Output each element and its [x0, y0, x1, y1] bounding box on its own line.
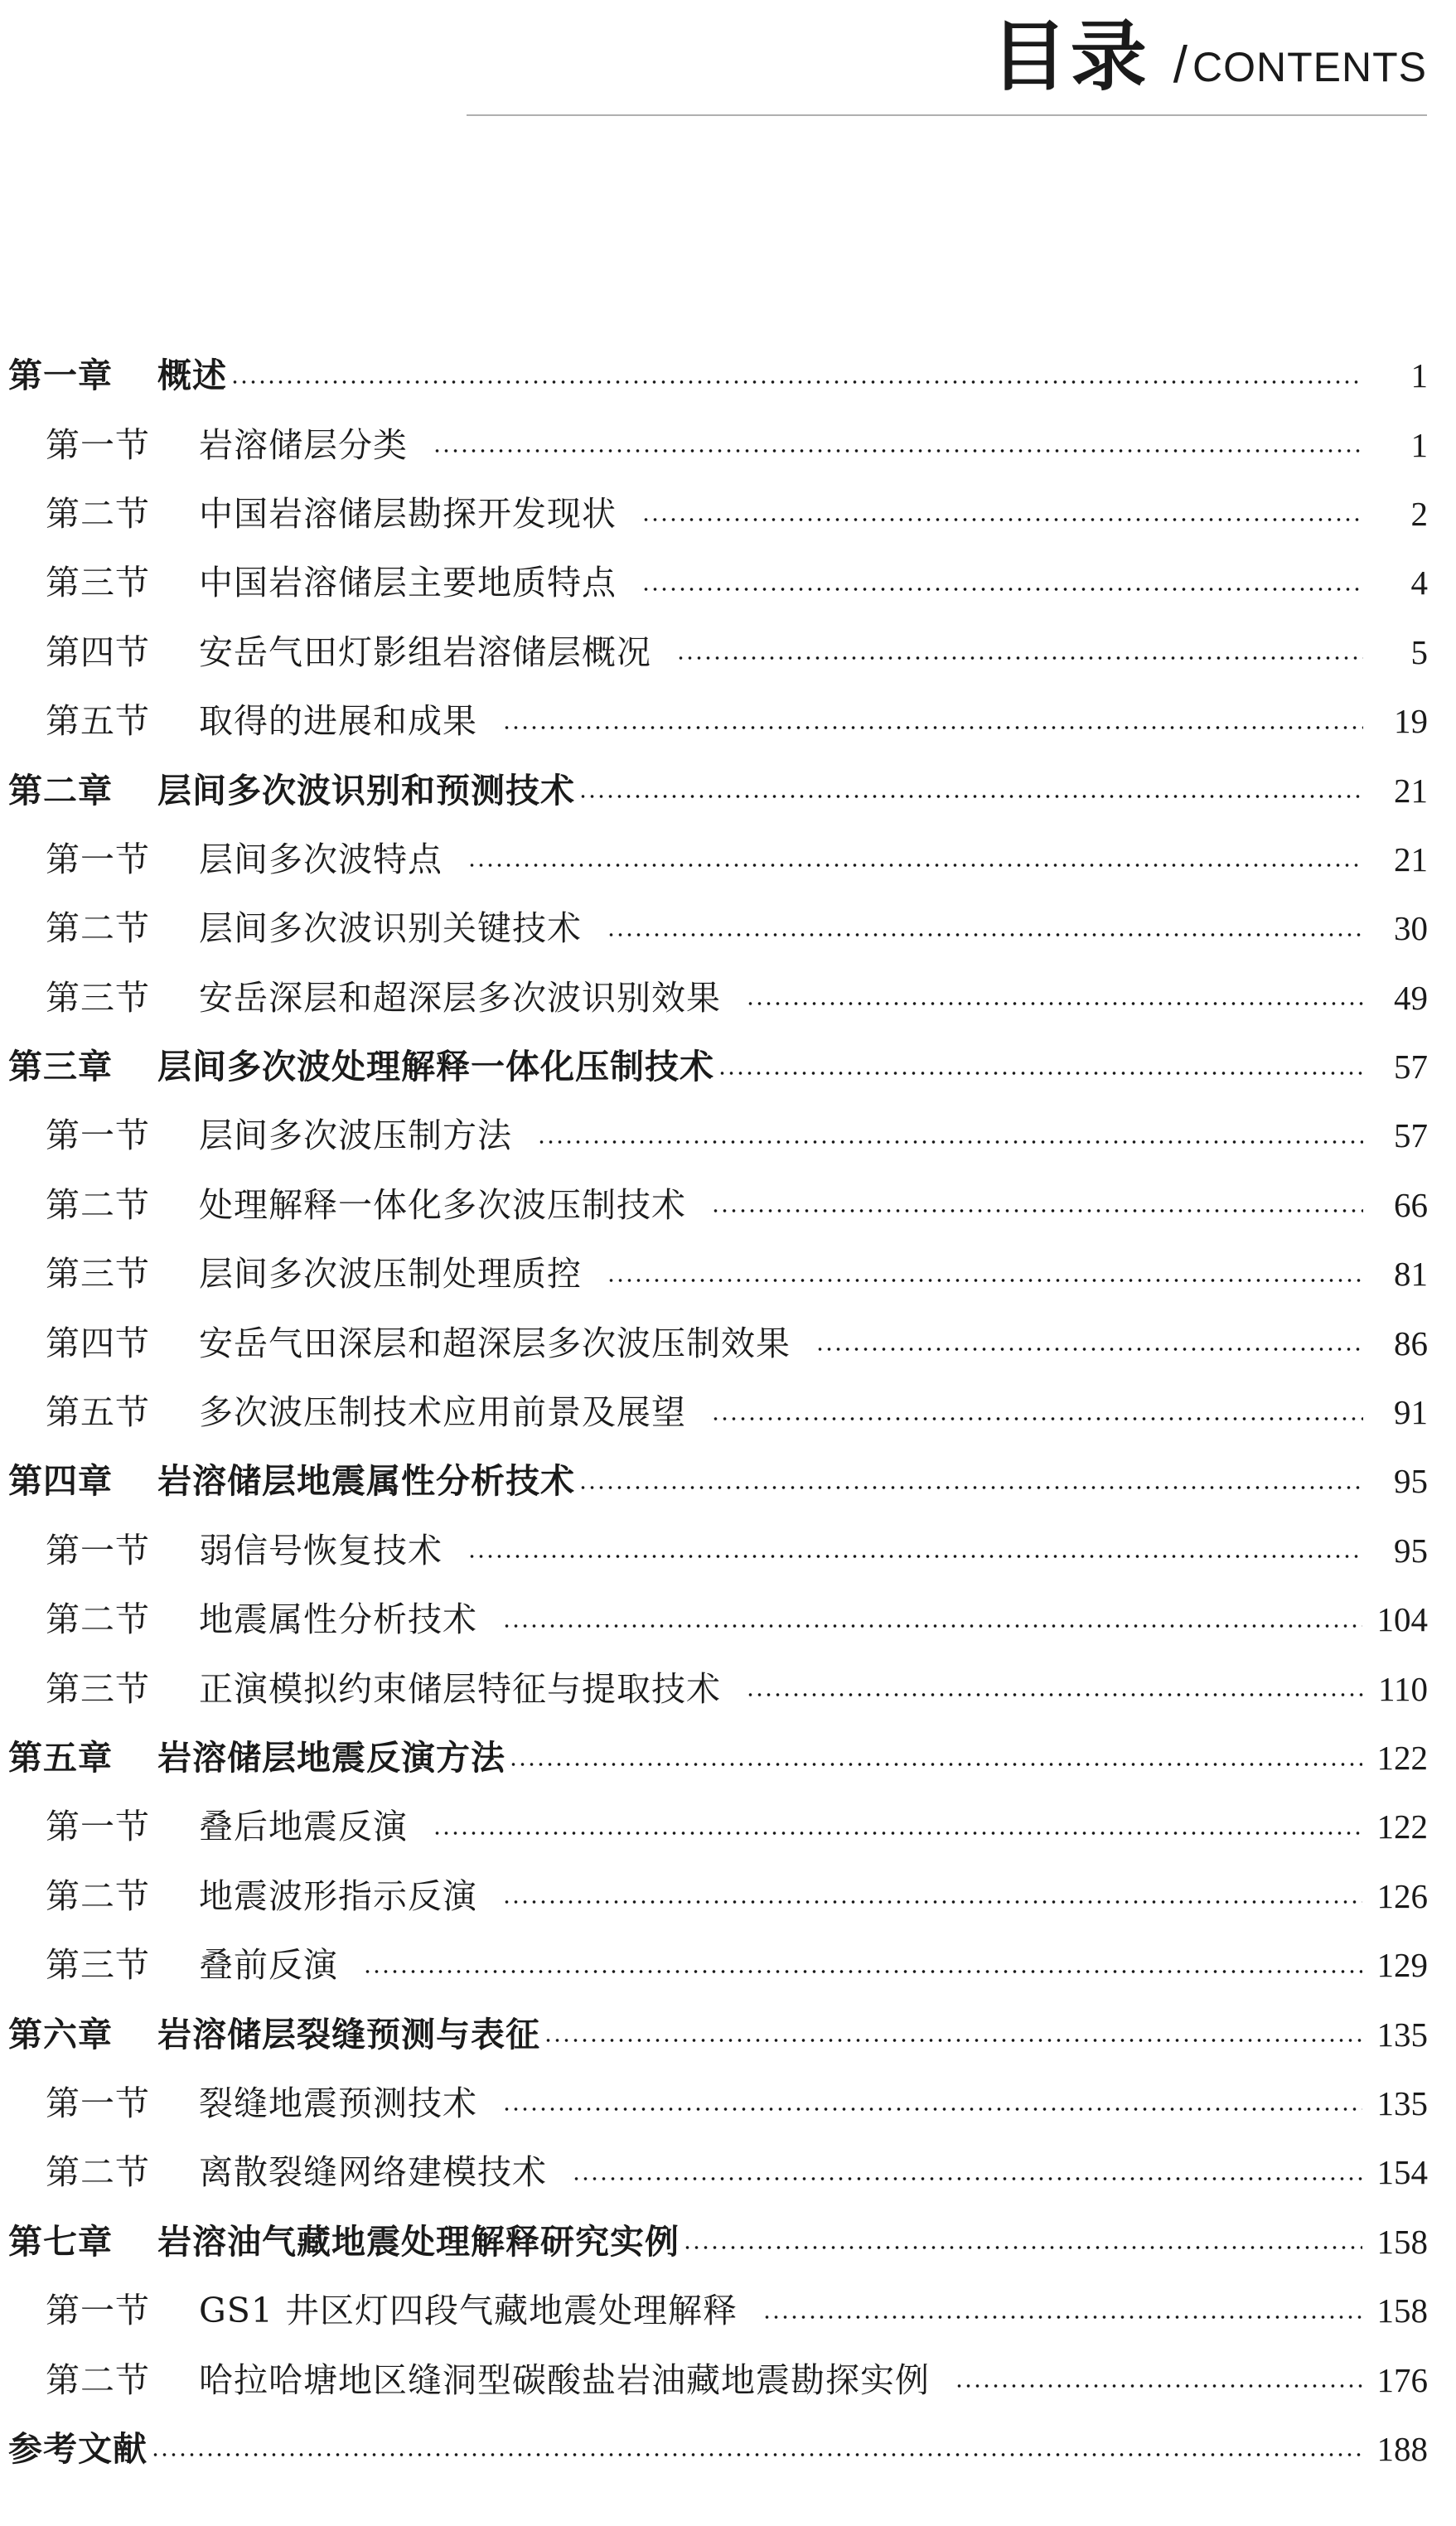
toc-section-entry[interactable]	[0, 1654, 1456, 1723]
toc-chapter-entry[interactable]	[0, 1724, 1456, 1793]
toc-entry-title: 安岳气田深层和超深层多次波压制效果	[199, 1323, 791, 1363]
toc-page-number: 2	[1410, 494, 1428, 533]
toc-section-entry[interactable]	[0, 1378, 1456, 1447]
toc-entry-title: 层间多次波特点	[199, 839, 443, 879]
toc-entry-title: 叠后地震反演	[199, 1807, 408, 1847]
toc-page-number: 104	[1376, 1600, 1428, 1639]
dot-leader	[815, 1348, 1363, 1351]
toc-section-entry[interactable]	[0, 1931, 1456, 2000]
dot-leader	[502, 2107, 1362, 2111]
dot-leader	[230, 380, 1363, 384]
toc-page-number: 4	[1410, 564, 1428, 602]
toc-entry-number: 第三节	[46, 977, 150, 1018]
toc-section-entry[interactable]	[0, 1309, 1456, 1377]
toc-page-number: 91	[1394, 1393, 1428, 1432]
toc-entry-number: 第四节	[46, 632, 150, 672]
toc-references-entry[interactable]	[0, 2415, 1456, 2484]
toc-entry-title: 处理解释一体化多次波压制技术	[199, 1184, 686, 1225]
toc-chapter-entry[interactable]	[0, 756, 1456, 825]
toc-entry-title: 地震属性分析技术	[199, 1599, 477, 1640]
toc-entry-title: 取得的进展和成果	[199, 701, 477, 742]
toc-section-entry[interactable]	[0, 1585, 1456, 1654]
toc-page-number: 30	[1394, 909, 1428, 948]
toc-entry-number: 第二节	[46, 2152, 150, 2193]
toc-entry-title: 地震波形指示反演	[199, 1875, 477, 1916]
header-rule	[467, 114, 1427, 116]
toc-entry-number: 第一节	[46, 424, 150, 465]
dot-leader	[718, 1072, 1363, 1075]
toc-page-number: 57	[1394, 1116, 1428, 1155]
toc-section-entry[interactable]	[0, 964, 1456, 1033]
dot-leader	[746, 1002, 1363, 1005]
toc-entry-title: 层间多次波处理解释一体化压制技术	[157, 1047, 714, 1087]
dot-leader	[537, 1140, 1363, 1144]
toc-page-number: 158	[1376, 2291, 1428, 2330]
dot-leader	[683, 2246, 1362, 2249]
toc-entry-title: 叠前反演	[199, 1945, 338, 1986]
dot-leader	[711, 1209, 1363, 1212]
toc-page-number: 126	[1376, 1876, 1428, 1915]
toc-page-number: 21	[1394, 771, 1428, 810]
dot-leader	[641, 588, 1363, 591]
toc-entry-title: 岩溶储层地震属性分析技术	[157, 1461, 575, 1502]
toc-entry-title: 多次波压制技术应用前景及展望	[199, 1392, 686, 1433]
page-header	[990, 12, 1427, 101]
toc-entry-number: 第二章	[8, 770, 113, 811]
header-separator: /	[1173, 36, 1188, 94]
toc-entry-number: 第三节	[46, 1254, 150, 1294]
toc-page-number: 122	[1376, 1807, 1428, 1846]
toc-entry-number: 第二节	[46, 908, 150, 949]
toc-entry-title: 弱信号恢复技术	[199, 1530, 443, 1570]
toc-page-number: 57	[1394, 1048, 1428, 1086]
toc-entry-number: 第三节	[46, 1945, 150, 1986]
toc-page-number: 86	[1394, 1323, 1428, 1362]
toc-entry-title: 岩溶储层地震反演方法	[157, 1738, 505, 1778]
toc-entry-number: 第一节	[46, 1807, 150, 1847]
toc-entry-title: 概述	[157, 356, 227, 396]
dot-leader	[433, 1832, 1362, 1835]
toc-section-entry[interactable]	[0, 825, 1456, 894]
toc-page-number: 188	[1376, 2429, 1428, 2468]
toc-entry-title: 安岳气田灯影组岩溶储层概况	[199, 632, 651, 672]
toc-page-number: 158	[1376, 2222, 1428, 2261]
toc-page-number: 1	[1410, 356, 1428, 395]
toc-entry-title: 参考文献	[8, 2428, 148, 2469]
toc-section-entry[interactable]	[0, 2345, 1456, 2414]
toc-page-number: 122	[1376, 1739, 1428, 1777]
toc-entry-title: GS1 井区灯四段气藏地震处理解释	[199, 2291, 738, 2331]
dot-leader	[572, 2177, 1362, 2180]
dot-leader	[607, 933, 1363, 936]
toc-entry-number: 第七章	[8, 2221, 113, 2262]
toc-section-entry[interactable]	[0, 2277, 1456, 2345]
toc-entry-number: 第二节	[46, 493, 150, 534]
toc-page-number: 95	[1394, 1462, 1428, 1501]
toc-section-entry[interactable]	[0, 1793, 1456, 1861]
toc-section-entry[interactable]	[0, 410, 1456, 479]
toc-page-number: 19	[1394, 702, 1428, 741]
dot-leader	[578, 795, 1363, 798]
toc-entry-number: 第一节	[46, 839, 150, 879]
toc-entry-number: 第五节	[46, 701, 150, 742]
toc-page-number: 110	[1378, 1669, 1428, 1708]
dot-leader	[502, 1900, 1362, 1904]
dot-leader	[151, 2453, 1362, 2456]
toc-entry-number: 第四节	[46, 1323, 150, 1363]
toc-entry-number: 第一节	[46, 1530, 150, 1570]
toc-section-entry[interactable]	[0, 480, 1456, 549]
toc-page-number: 21	[1394, 840, 1428, 878]
toc-entry-title: 离散裂缝网络建模技术	[199, 2152, 547, 2193]
toc-entry-number: 第五章	[8, 1738, 113, 1778]
toc-page-number: 154	[1376, 2153, 1428, 2192]
toc-page-number: 49	[1394, 978, 1428, 1017]
toc-entry-title: 层间多次波识别关键技术	[199, 908, 582, 949]
dot-leader	[711, 1417, 1363, 1420]
toc-section-entry[interactable]	[0, 687, 1456, 756]
toc-entry-title: 岩溶油气藏地震处理解释研究实例	[157, 2221, 680, 2262]
toc-entry-number: 第三章	[8, 1047, 113, 1087]
toc-page-number: 66	[1394, 1185, 1428, 1224]
toc-entry-title: 层间多次波压制处理质控	[199, 1254, 582, 1294]
toc-chapter-entry[interactable]	[0, 1033, 1456, 1101]
toc-entry-number: 第三节	[46, 1668, 150, 1709]
toc-chapter-entry[interactable]	[0, 2000, 1456, 2069]
toc-page-number: 5	[1410, 632, 1428, 671]
dot-leader	[676, 656, 1363, 660]
dot-leader	[544, 2039, 1362, 2042]
toc-entry-number: 第二节	[46, 1599, 150, 1640]
toc-entry-number: 第三节	[46, 563, 150, 603]
toc-entry-title: 中国岩溶储层勘探开发现状	[199, 493, 617, 534]
table-of-contents	[0, 341, 1456, 2484]
toc-entry-number: 第五节	[46, 1392, 150, 1433]
toc-section-entry[interactable]	[0, 2138, 1456, 2207]
dot-leader	[467, 1555, 1363, 1558]
dot-leader	[502, 1624, 1362, 1628]
toc-entry-number: 第一节	[46, 2291, 150, 2331]
toc-entry-title: 层间多次波识别和预测技术	[157, 770, 575, 811]
dot-leader	[363, 1970, 1362, 1973]
header-title-en: CONTENTS	[1192, 44, 1427, 90]
toc-entry-title: 岩溶储层裂缝预测与表征	[157, 2014, 540, 2054]
toc-section-entry[interactable]	[0, 1240, 1456, 1309]
dot-leader	[509, 1763, 1362, 1766]
toc-page-number: 176	[1376, 2360, 1428, 2399]
toc-section-entry[interactable]	[0, 1862, 1456, 1931]
toc-page-number: 81	[1394, 1255, 1428, 1294]
toc-section-entry[interactable]	[0, 1171, 1456, 1240]
toc-chapter-entry[interactable]	[0, 341, 1456, 410]
toc-entry-number: 第二节	[46, 2359, 150, 2400]
toc-entry-title: 裂缝地震预测技术	[199, 2083, 477, 2123]
toc-section-entry[interactable]	[0, 618, 1456, 687]
dot-leader	[578, 1486, 1363, 1489]
toc-entry-title: 哈拉哈塘地区缝洞型碳酸盐岩油藏地震勘探实例	[199, 2359, 930, 2400]
toc-page-number: 95	[1394, 1531, 1428, 1570]
toc-entry-number: 第二节	[46, 1184, 150, 1225]
header-title-cn: 目录	[990, 12, 1150, 101]
toc-page-number: 135	[1376, 2083, 1428, 2122]
toc-entry-title: 岩溶储层分类	[199, 424, 408, 465]
dot-leader	[641, 518, 1363, 521]
toc-chapter-entry[interactable]	[0, 1447, 1456, 1516]
toc-entry-number: 第一章	[8, 356, 113, 396]
toc-entry-number: 第四章	[8, 1461, 113, 1502]
toc-entry-number: 第六章	[8, 2014, 113, 2054]
dot-leader	[746, 1693, 1363, 1696]
toc-page-number: 135	[1376, 2015, 1428, 2054]
dot-leader	[955, 2384, 1362, 2388]
dot-leader	[502, 726, 1363, 729]
toc-entry-title: 层间多次波压制方法	[199, 1115, 512, 1156]
dot-leader	[762, 2316, 1362, 2319]
dot-leader	[467, 864, 1363, 867]
toc-entry-title: 正演模拟约束储层特征与提取技术	[199, 1668, 721, 1709]
toc-chapter-entry[interactable]	[0, 2208, 1456, 2277]
toc-section-entry[interactable]	[0, 894, 1456, 963]
toc-page-number: 1	[1410, 425, 1428, 464]
toc-section-entry[interactable]	[0, 549, 1456, 617]
toc-entry-title: 安岳深层和超深层多次波识别效果	[199, 977, 721, 1018]
toc-section-entry[interactable]	[0, 2069, 1456, 2138]
toc-page-number: 129	[1376, 1946, 1428, 1985]
toc-section-entry[interactable]	[0, 1101, 1456, 1170]
dot-leader	[433, 449, 1363, 452]
toc-entry-number: 第一节	[46, 2083, 150, 2123]
toc-entry-title: 中国岩溶储层主要地质特点	[199, 563, 617, 603]
toc-entry-number: 第一节	[46, 1115, 150, 1156]
dot-leader	[607, 1279, 1363, 1282]
toc-section-entry[interactable]	[0, 1517, 1456, 1585]
toc-entry-number: 第二节	[46, 1875, 150, 1916]
